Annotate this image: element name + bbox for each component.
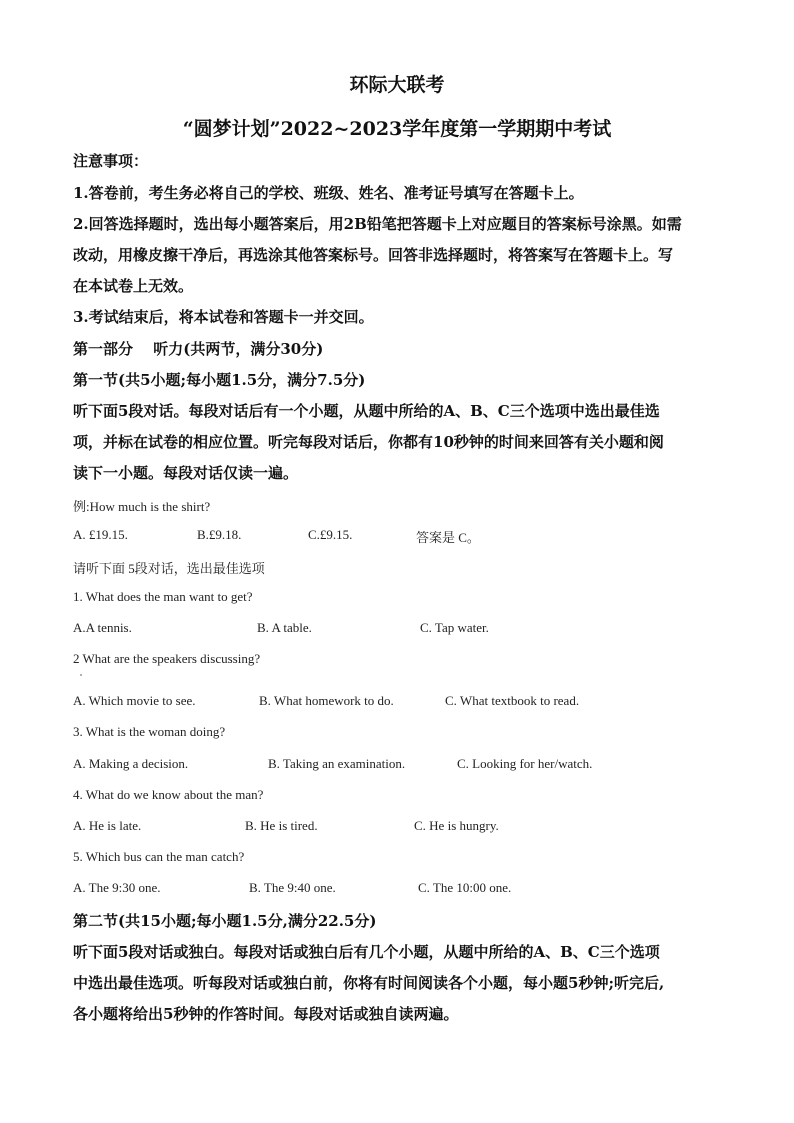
section2-instruction-line-1: 听下面5段对话或独白。每段对话或独白后有几个小题，从题中所给的A、B、C三个选项 [73, 943, 660, 961]
exam-subtitle: “圆梦计划”2022~2023学年度第一学期期中考试 [182, 118, 612, 140]
question-1-option-a: A.A tennis. [73, 620, 132, 635]
question-4: 4. What do we know about the man? [73, 787, 264, 802]
question-3-option-a: A. Making a decision. [73, 756, 189, 771]
note-2-line-1: 2.回答选择题时，选出每小题答案后，用2B铅笔把答题卡上对应题目的答案标号涂黑。如需 [73, 215, 682, 233]
question-2-option-a: A. Which movie to see. [73, 693, 196, 708]
section2-instruction-line-2: 中选出最佳选项。听每段对话或独白前，你将有时间阅读各个小题，每小题5秒钟;听完后, [73, 974, 665, 992]
note-2-line-2: 改动，用橡皮擦干净后，再选涂其他答案标号。回答非选择题时，将答案写在答题卡上。写 [73, 246, 674, 264]
note-3: 3.考试结束后，将本试卷和答题卡一并交回。 [73, 308, 374, 326]
example-option-b: B.£9.18. [197, 527, 242, 542]
listen-prompt: 请听下面 5段对话，选出最佳选项 [73, 561, 265, 576]
note-1: 1.答卷前，考生务必将自己的学校、班级、姓名、准考证号填写在答题卡上。 [73, 184, 584, 202]
section1-instruction-line-1: 听下面5段对话。每段对话后有一个小题，从题中所给的A、B、C三个选项中选出最佳选 [73, 402, 660, 420]
question-2-option-c: C. What textbook to read. [445, 693, 580, 708]
question-4-option-c: C. He is hungry. [414, 818, 499, 833]
question-5-option-b: B. The 9:40 one. [249, 880, 336, 895]
question-5: 5. Which bus can the man catch? [73, 849, 245, 864]
stray-mark [80, 674, 82, 676]
question-1: 1. What does the man want to get? [73, 589, 253, 604]
question-2: 2 What are the speakers discussing? [73, 651, 261, 666]
question-5-option-a: A. The 9:30 one. [73, 880, 161, 895]
section2-instruction-line-3: 各小题将给出5秒钟的作答时间。每段对话或独自读两遍。 [73, 1005, 459, 1023]
notes-heading: 注意事项： [73, 152, 149, 170]
example-answer: 答案是 C。 [416, 530, 480, 545]
question-1-option-b: B. A table. [257, 620, 312, 635]
question-3-option-b: B. Taking an examination. [268, 756, 406, 771]
question-4-option-b: B. He is tired. [245, 818, 318, 833]
section1-heading: 第一节(共5小题;每小题1.5分，满分7.5分) [73, 371, 366, 389]
section1-instruction-line-2: 项，并标在试卷的相应位置。听完每段对话后，你都有10秒钟的时间来回答有关小题和阅 [73, 433, 664, 451]
example-question: 例:How much is the shirt? [73, 499, 211, 514]
question-4-option-a: A. He is late. [73, 818, 142, 833]
exam-title: 环际大联考 [349, 74, 445, 96]
question-1-option-c: C. Tap water. [420, 620, 489, 635]
example-option-a: A. £19.15. [73, 527, 128, 542]
note-2-line-3: 在本试卷上无效。 [73, 277, 194, 295]
question-3: 3. What is the woman doing? [73, 724, 226, 739]
question-5-option-c: C. The 10:00 one. [418, 880, 512, 895]
example-option-c: C.£9.15. [308, 527, 353, 542]
section1-instruction-line-3: 读下一小题。每段对话仅读一遍。 [73, 464, 299, 482]
section2-heading: 第二节(共15小题;每小题1.5分,满分22.5分) [73, 912, 377, 930]
question-3-option-c: C. Looking for her/watch. [457, 756, 593, 771]
question-2-option-b: B. What homework to do. [259, 693, 394, 708]
part1-heading: 第一部分 听力(共两节，满分30分) [73, 340, 324, 358]
